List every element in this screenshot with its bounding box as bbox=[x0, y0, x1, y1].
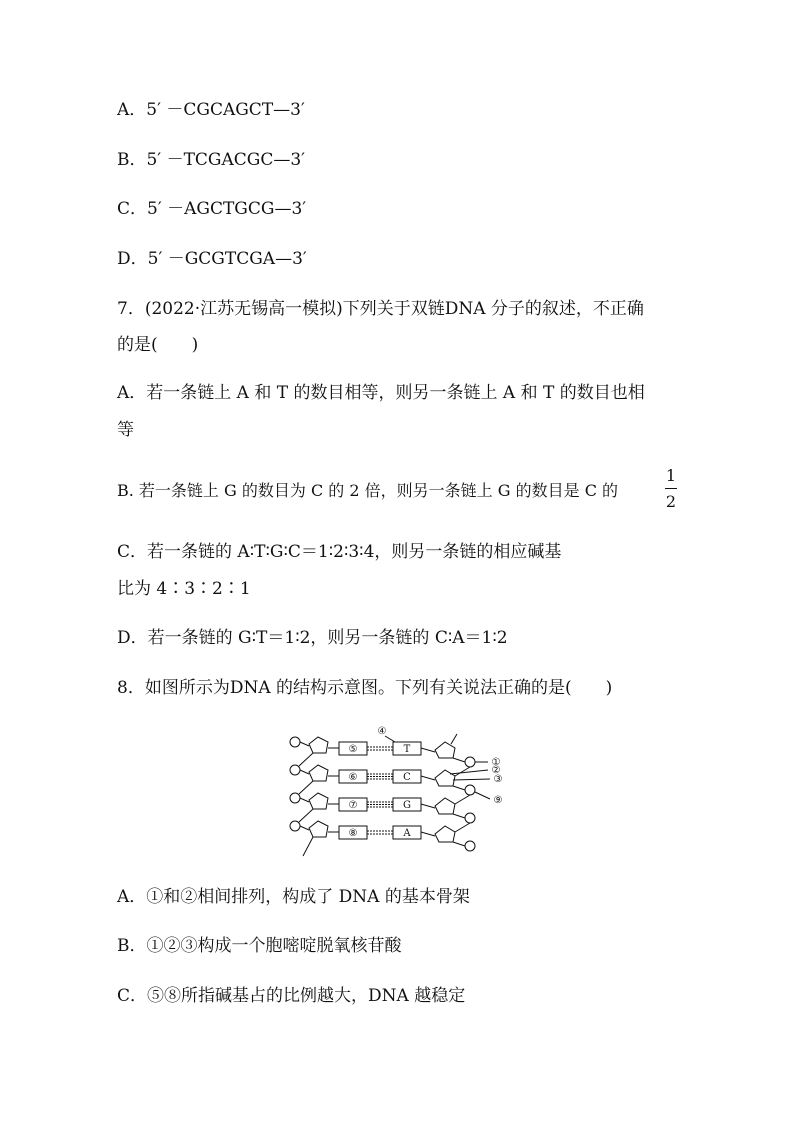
dna-structure-diagram bbox=[285, 722, 515, 862]
diagram-label-7: ⑦ bbox=[348, 800, 358, 811]
diagram-label-2: ② bbox=[491, 765, 501, 776]
q7-option-c-line1: C．若一条链的 A∶T∶G∶C＝1∶2∶3∶4，则另一条链的相应碱基 bbox=[117, 542, 562, 562]
diagram-label-9: ⑨ bbox=[493, 795, 503, 806]
diagram-base-t: T bbox=[403, 744, 411, 755]
q6-option-b: B．5′ －TCGACGC—3′ bbox=[117, 150, 306, 170]
q8-option-a: A．①和②相间排列，构成了 DNA 的基本骨架 bbox=[117, 887, 470, 907]
q7-option-b-fraction-denominator: 2 bbox=[665, 492, 677, 511]
q7-option-c-line2: 比为 4∶3∶2∶1 bbox=[117, 579, 251, 599]
left-backbone bbox=[290, 737, 328, 856]
q7-option-b-fraction-numerator: 1 bbox=[665, 466, 677, 485]
fraction-bar bbox=[665, 488, 677, 489]
diagram-label-8: ⑧ bbox=[348, 828, 358, 839]
diagram-label-5: ⑤ bbox=[348, 744, 358, 755]
q7-stem-line2: 的是( ) bbox=[117, 335, 199, 355]
right-backbone bbox=[435, 734, 475, 851]
q8-option-c: C．⑤⑧所指碱基占的比例越大，DNA 越稳定 bbox=[117, 986, 466, 1006]
q7-option-d: D．若一条链的 G∶T＝1∶2，则另一条链的 C∶A＝1∶2 bbox=[117, 628, 508, 648]
diagram-label-1: ① bbox=[491, 757, 501, 768]
q7-stem-line1: 7．(2022·江苏无锡高一模拟)下列关于双链DNA 分子的叙述，不正确 bbox=[117, 299, 644, 319]
q7-option-a-line1: A．若一条链上 A 和 T 的数目相等，则另一条链上 A 和 T 的数目也相 bbox=[117, 383, 645, 403]
diagram-base-a: A bbox=[403, 828, 411, 839]
q8-stem: 8．如图所示为DNA 的结构示意图。下列有关说法正确的是( ) bbox=[117, 678, 613, 698]
diagram-base-g: G bbox=[403, 800, 411, 811]
q7-option-a-line2: 等 bbox=[117, 420, 134, 440]
diagram-label-3: ③ bbox=[493, 774, 503, 785]
diagram-base-c: C bbox=[403, 772, 411, 783]
diagram-label-6: ⑥ bbox=[348, 772, 358, 783]
q6-option-a: A．5′ －CGCAGCT—3′ bbox=[117, 100, 305, 120]
q6-option-c: C．5′ －AGCTGCG—3′ bbox=[117, 199, 307, 219]
diagram-label-4: ④ bbox=[377, 726, 387, 737]
q7-option-b: B. 若一条链上 G 的数目为 C 的 2 倍，则另一条链上 G 的数目是 C 的 bbox=[117, 481, 619, 500]
q6-option-d: D．5′ －GCGTCGA—3′ bbox=[117, 249, 307, 269]
q8-option-b: B．①②③构成一个胞嘧啶脱氧核苷酸 bbox=[117, 936, 402, 956]
